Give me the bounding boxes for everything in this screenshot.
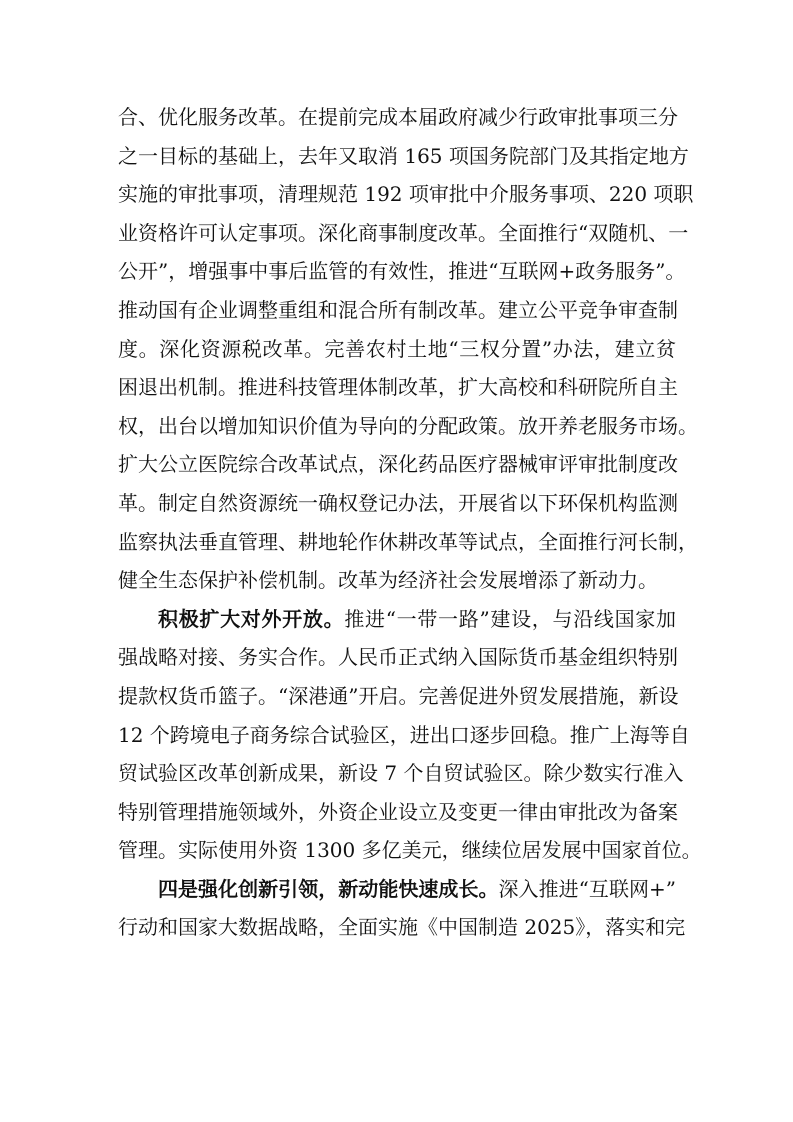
text-line: 度。深化资源税改革。完善农村土地“三权分置”办法，建立贫	[118, 336, 676, 361]
text-line	[118, 870, 676, 909]
paragraph-lead: 积极扩大对外开放。	[158, 606, 345, 631]
text-line: 实施的审批事项，清理规范 192 项审批中介服务事项、220 项职	[118, 182, 694, 207]
text-run: 深入推进“互联网+”	[498, 876, 676, 901]
text-line: 12 个跨境电子商务综合试验区，进出口逐步回稳。推广上海等自	[118, 722, 690, 747]
document-page	[118, 98, 702, 947]
text-line: 公开”，增强事中事后监管的有效性，推进“互联网+政务服务”。	[118, 259, 686, 284]
text-line: 健全生态保护补偿机制。改革为经济社会发展增添了新动力。	[118, 568, 658, 593]
text-run: 推进“一带一路”建设，与沿线国家加	[344, 606, 677, 631]
text-line: 扩大公立医院综合改革试点，深化药品医疗器械审评审批制度改	[118, 452, 678, 477]
text-line: 困退出机制。推进科技管理体制改革，扩大高校和科研院所自主	[118, 375, 678, 400]
text-line: 合、优化服务改革。在提前完成本届政府减少行政审批事项三分	[118, 105, 678, 129]
text-line: 之一目标的基础上，去年又取消 165 项国务院部门及其指定地方	[118, 143, 689, 168]
text-line	[118, 600, 676, 639]
text-line: 行动和国家大数据战略，全面实施《中国制造 2025》，落实和完	[118, 915, 686, 940]
paragraph-innovation	[118, 870, 686, 947]
paragraph-lead: 四是强化创新引领，新动能快速成长。	[158, 876, 499, 901]
text-line: 管理。实际使用外资 1300 多亿美元，继续位居发展中国家首位。	[118, 838, 702, 863]
paragraph-opening-up	[118, 600, 702, 870]
text-line: 强战略对接、务实合作。人民币正式纳入国际货币基金组织特别	[118, 645, 678, 670]
text-line: 革。制定自然资源统一确权登记办法，开展省以下环保机构监测	[118, 490, 678, 515]
paragraph-reform	[118, 98, 698, 600]
text-line: 监察执法垂直管理、耕地轮作休耕改革等试点，全面推行河长制，	[118, 529, 698, 554]
text-line: 提款权货币篮子。“深港通”开启。完善促进外贸发展措施，新设	[118, 683, 679, 708]
text-line: 权，出台以增加知识价值为导向的分配政策。放开养老服务市场。	[118, 413, 698, 438]
text-line: 业资格许可认定事项。深化商事制度改革。全面推行“双随机、一	[118, 220, 689, 245]
text-line: 特别管理措施领域外，外资企业设立及变更一律由审批改为备案	[118, 799, 678, 824]
text-line: 贸试验区改革创新成果，新设 7 个自贸试验区。除少数实行准入	[118, 761, 684, 786]
text-line: 推动国有企业调整重组和混合所有制改革。建立公平竞争审查制	[118, 297, 678, 322]
